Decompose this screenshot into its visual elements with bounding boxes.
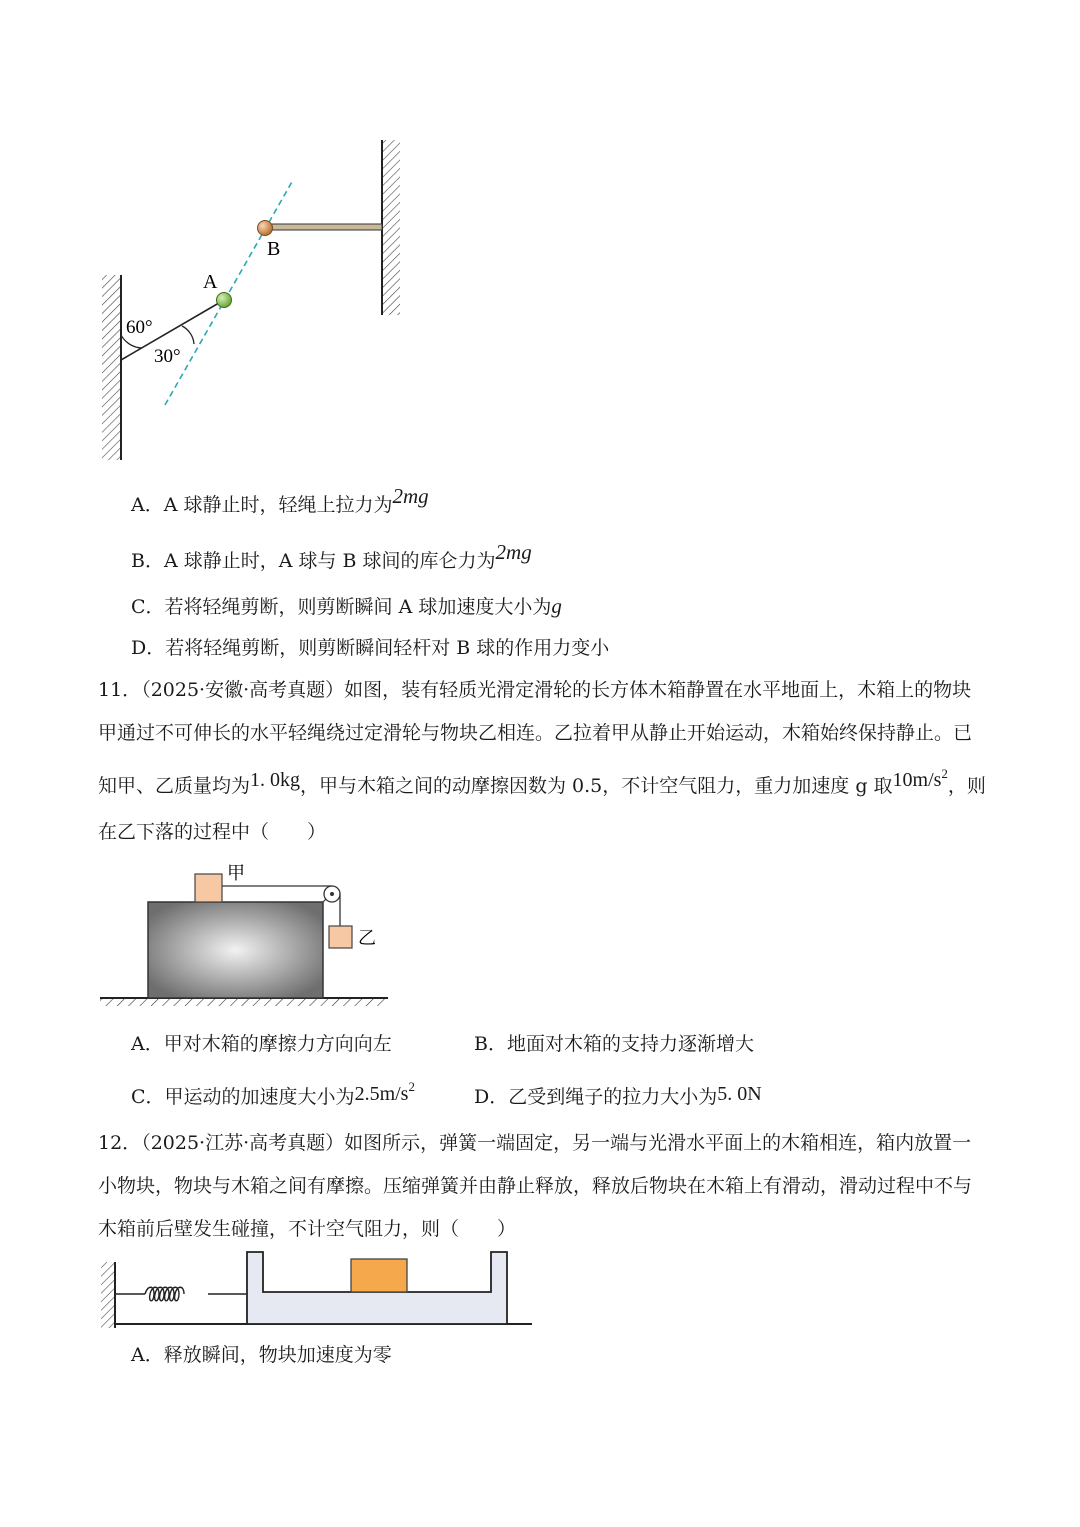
spring (115, 1287, 247, 1301)
right-wall (382, 140, 400, 315)
light-rod (270, 224, 382, 230)
q11-source: （2025·安徽·高考真题） (141, 679, 345, 701)
wooden-box (148, 902, 323, 998)
small-block (351, 1259, 407, 1292)
q11-option-d: D．乙受到绳子的拉力大小为5. 0N (474, 1083, 762, 1108)
q11-option-c: C．甲运动的加速度大小为$2.5m/s^2$ (131, 1079, 415, 1108)
figure-charged-balls (90, 130, 420, 470)
angle-arc-30 (182, 326, 194, 344)
label-yi: 乙 (358, 928, 376, 949)
q12-stem-line3: 木箱前后壁发生碰撞，不计空气阻力，则（ ） (98, 1218, 517, 1240)
q11-stem-line2: 甲通过不可伸长的水平轻绳绕过定滑轮与物块乙相连。乙拉着甲从静止开始运动，木箱始终保持静止。已 (98, 722, 973, 744)
q10-option-c: C．若将轻绳剪断，则剪断瞬间 A 球加速度大小为g (131, 594, 562, 618)
q11-number: 11． (98, 679, 142, 701)
left-wall (102, 275, 121, 460)
q12-stem-line1: 12．（2025·江苏·高考真题）如图所示，弹簧一端固定，另一端与光滑水平面上的木箱相连，箱内放置一 (98, 1132, 972, 1154)
q11-option-a: A．甲对木箱的摩擦力方向向左 (131, 1033, 392, 1055)
angle-label-60: 60° (126, 317, 153, 338)
label-jia: 甲 (227, 863, 245, 884)
block-yi (329, 926, 352, 948)
ball-a (217, 293, 232, 308)
angle-label-30: 30° (154, 346, 181, 367)
label-a: A (203, 271, 218, 293)
q12-source: （2025·江苏·高考真题） (141, 1132, 345, 1154)
q10-option-b: B．A 球静止时，A 球与 B 球间的库仑力为2mg (131, 540, 532, 572)
dashed-axis-line (165, 180, 293, 405)
ball-b (258, 221, 273, 236)
q12-number: 12． (98, 1132, 142, 1154)
ground (100, 998, 388, 1006)
figure-box-pulley (95, 858, 395, 1010)
q11-stem-line4: 在乙下落的过程中（ ） (98, 821, 327, 843)
figure-spring-box (95, 1248, 540, 1330)
q10-option-a: A．A 球静止时，轻绳上拉力为2mg (131, 484, 429, 516)
label-b: B (267, 238, 281, 260)
q11-stem-line3: 知甲、乙质量均为1. 0kg，甲与木箱之间的动摩擦因数为 0.5，不计空气阻力，重力加速度 g 取$10m/s^2$，则 (98, 766, 986, 797)
block-jia (195, 874, 222, 902)
q12-option-a: A．释放瞬间，物块加速度为零 (131, 1344, 392, 1366)
q12-stem-line2: 小物块，物块与木箱之间有摩擦。压缩弹簧并由静止释放，释放后物块在木箱上有滑动，滑动过程中不与 (98, 1175, 973, 1197)
q11-option-b: B．地面对木箱的支持力逐渐增大 (474, 1033, 754, 1055)
fixed-wall (101, 1262, 115, 1328)
q11-stem-line1: 11．（2025·安徽·高考真题）如图，装有轻质光滑定滑轮的长方体木箱静置在水平地面上，木箱上的物块 (98, 679, 972, 701)
q10-option-d: D．若将轻绳剪断，则剪断瞬间轻杆对 B 球的作用力变小 (131, 637, 610, 659)
